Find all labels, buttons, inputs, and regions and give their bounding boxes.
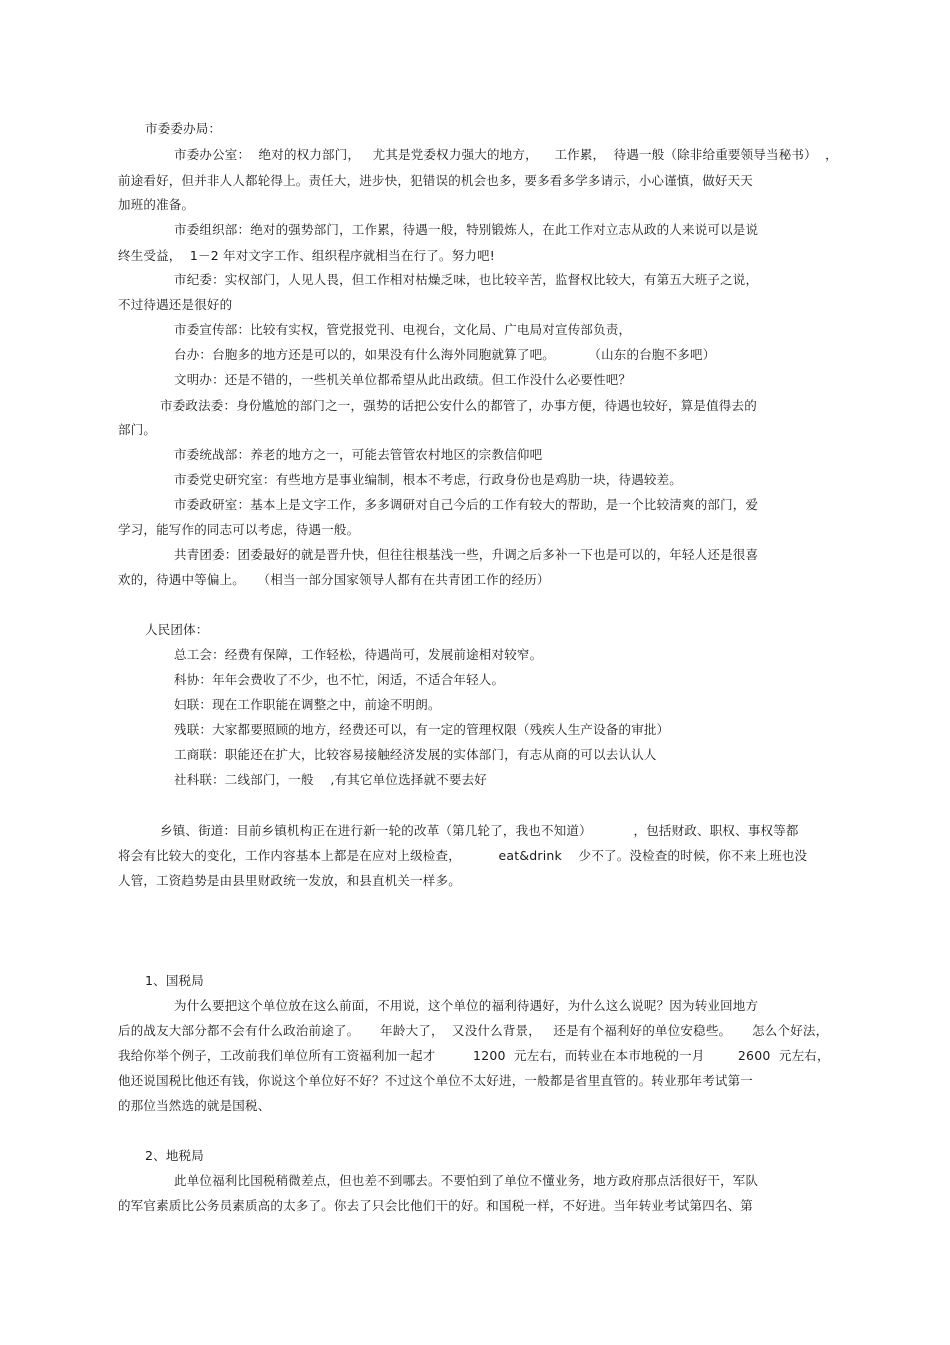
text-line: 市委组织部：绝对的强势部门，工作累，待遇一般，特别锻炼人，在此工作对立志从政的人来说可以是说	[174, 222, 759, 237]
text-line: 加班的准备。	[118, 197, 195, 212]
text-line: 共青团委：团委最好的就是晋升快，但往往根基浅一些，升调之后多补一下也是可以的，年轻人还是很喜	[174, 547, 759, 562]
text-line: 将会有比较大的变化，工作内容基本上都是在应对上级检查， eat&drink 少不了。没检查的时候，你不来上班也没	[118, 848, 808, 863]
text-line: 妇联：现在工作职能在调整之中，前途不明朗。	[174, 697, 441, 712]
text-line: 前途看好，但并非人人都轮得上。责任大，进步快，犯错误的机会也多，要多看多学多请示，小心谨慎，做好天天	[118, 173, 754, 188]
text-line: 市委委办局：	[145, 121, 222, 136]
section-heading: 2、地税局	[145, 1148, 204, 1163]
section-heading: 1、国税局	[145, 973, 204, 988]
text-line: 欢的，待遇中等偏上。 （相当一部分国家领导人都有在共青团工作的经历）	[118, 572, 550, 587]
text-line: 部门。	[118, 422, 157, 437]
text-line: 不过待遇还是很好的	[118, 297, 233, 312]
section-heading: 人民团体：	[145, 622, 209, 637]
text-line: 市委政法委：身份尴尬的部门之一，强势的话把公安什么的都管了，办事方便，待遇也较好，算是值得去的	[160, 398, 757, 413]
text-line: 的军官素质比公务员素质高的太多了。你去了只会比他们干的好。和国税一样，不好进。当年转业考试第四名、第	[118, 1198, 754, 1213]
text-line: 残联：大家都要照顾的地方，经费还可以，有一定的管理权限（残疾人生产设备的审批）	[174, 722, 670, 737]
text-line: 市委宣传部：比较有实权，管党报党刊、电视台，文化局、广电局对宣传部负责，	[174, 322, 632, 337]
text-line: 他还说国税比他还有钱，你说这个单位好不好？不过这个单位不太好进，一般都是省里直管的。转业那年考试第一	[118, 1073, 754, 1088]
text-line: 工商联：职能还在扩大，比较容易接触经济发展的实体部门，有志从商的可以去认认人	[174, 747, 657, 762]
text-line: 乡镇、街道：目前乡镇机构正在进行新一轮的改革（第几轮了，我也不知道） ，包括财政、职权、事权等都	[160, 823, 799, 838]
text-line: 的那位当然选的就是国税、	[118, 1098, 271, 1113]
text-line: 人管，工资趋势是由县里财政统一发放，和县直机关一样多。	[118, 873, 461, 888]
text-line: 总工会：经费有保障，工作轻松，待遇尚可，发展前途相对较窄。	[174, 647, 543, 662]
text-line: 市委办公室： 绝对的权力部门， 尤其是党委权力强大的地方， 工作累， 待遇一般（除非给重要领导当秘书） ，	[174, 147, 838, 162]
text-line: 市纪委：实权部门，人见人畏，但工作相对枯燥乏味，也比较辛苦，监督权比较大，有第五大班子之说，	[174, 272, 759, 287]
text-line: 市委政研室：基本上是文字工作，多多调研对自己今后的工作有较大的帮助，是一个比较清爽的部门，爱	[174, 497, 759, 512]
text-line: 终生受益， 1－2 年对文字工作、组织程序就相当在行了。努力吧!	[118, 248, 495, 263]
text-line: 我给你举个例子，工改前我们单位所有工资福利加一起才 1200 元左右，而转业在本市地税的一月 2600 元左右，	[118, 1048, 830, 1063]
text-line: 台办：台胞多的地方还是可以的，如果没有什么海外同胞就算了吧。 （山东的台胞不多吧）	[174, 347, 716, 362]
text-line: 文明办：还是不错的，一些机关单位都希望从此出政绩。但工作没什么必要性吧？	[174, 372, 632, 387]
text-line: 市委党史研究室：有些地方是事业编制，根本不考虑，行政身份也是鸡肋一块，待遇较差。	[174, 472, 683, 487]
text-line: 市委统战部：养老的地方之一，可能去管管农村地区的宗教信仰吧	[174, 447, 543, 462]
text-line: 为什么要把这个单位放在这么前面，不用说，这个单位的福利待遇好，为什么这么说呢？因为转业回地方	[174, 998, 759, 1013]
text-line: 后的战友大部分都不会有什么政治前途了。 年龄大了， 又没什么背景， 还是有个福利好的单位安稳些。 怎么个好法，	[118, 1023, 829, 1038]
text-line: 社科联：二线部门，一般 ,有其它单位选择就不要去好	[174, 772, 487, 787]
text-line: 学习，能写作的同志可以考虑，待遇一般。	[118, 522, 360, 537]
text-line: 此单位福利比国税稍微差点，但也差不到哪去。不要怕到了单位不懂业务，地方政府那点活很好干，军队	[174, 1173, 759, 1188]
text-line: 科协：年年会费收了不少，也不忙，闲适，不适合年轻人。	[174, 672, 505, 687]
